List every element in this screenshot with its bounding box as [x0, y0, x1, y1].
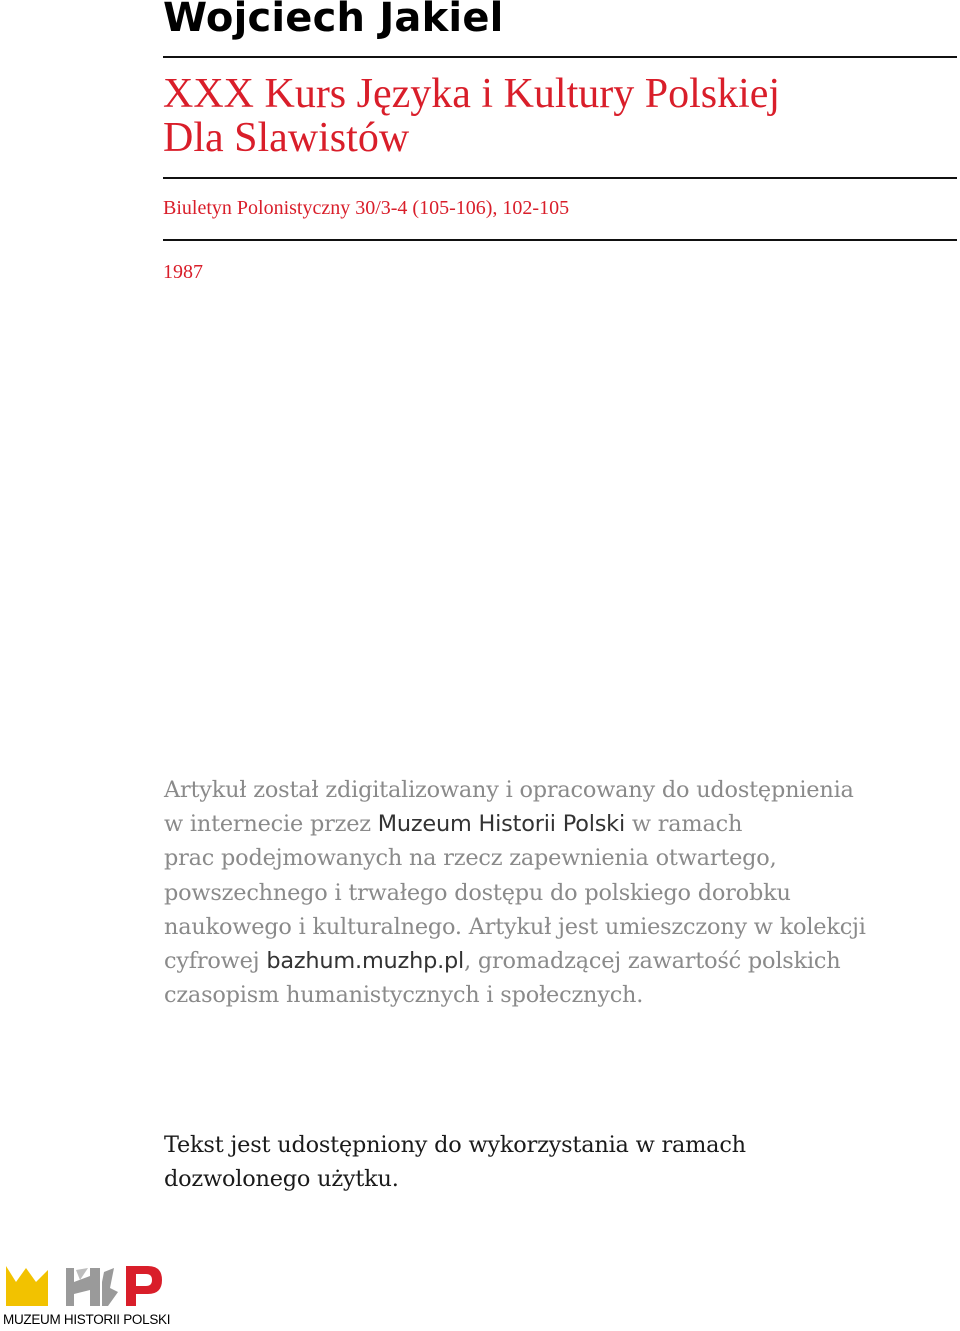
divider-top — [163, 56, 957, 58]
notice-text: w ramach — [624, 811, 743, 838]
notice-line-2 — [164, 807, 924, 841]
author-name: Wojciech Jakiel — [163, 0, 504, 41]
bazhum-link[interactable]: bazhum.muzhp.pl — [266, 948, 465, 975]
notice-line-6 — [164, 944, 924, 978]
notice-line-7: czasopism humanistycznych i społecznych. — [164, 982, 644, 1009]
notice-line-1: Artykuł został zdigitalizowany i opracowany do udostępnienia — [164, 777, 854, 803]
logo-text: MUZEUM HISTORII POLSKI — [3, 1312, 171, 1327]
notice-line-5: naukowego i kulturalnego. Artykuł jest umieszczony w kolekcji — [164, 913, 866, 940]
article-title-line-2: Dla Slawistów — [163, 115, 410, 161]
publication-year: 1987 — [163, 261, 203, 283]
divider-middle — [163, 177, 957, 179]
article-title — [163, 72, 780, 160]
divider-bottom — [163, 239, 957, 241]
notice-line-3: prac podejmowanych na rzecz zapewnienia otwartego, — [164, 845, 777, 872]
notice-text: , gromadzącej zawartość polskich — [464, 948, 841, 975]
usage-line-1: Tekst jest udostępniony do wykorzystania w ramach — [164, 1132, 746, 1158]
notice-line-4: powszechnego i trwałego dostępu do polskiego dorobku — [164, 879, 791, 906]
journal-citation: Biuletyn Polonistyczny 30/3-4 (105-106), 102-105 — [163, 197, 570, 219]
article-title-line-1: XXX Kurs Języka i Kultury Polskiej — [163, 71, 781, 117]
notice-text: cyfrowej — [164, 948, 267, 975]
digitization-notice — [164, 773, 924, 1012]
museum-name: Muzeum Historii Polski — [377, 811, 625, 838]
usage-line-2: dozwolonego użytku. — [164, 1166, 399, 1193]
usage-notice — [164, 1128, 746, 1197]
notice-text: w internecie przez — [164, 811, 378, 838]
